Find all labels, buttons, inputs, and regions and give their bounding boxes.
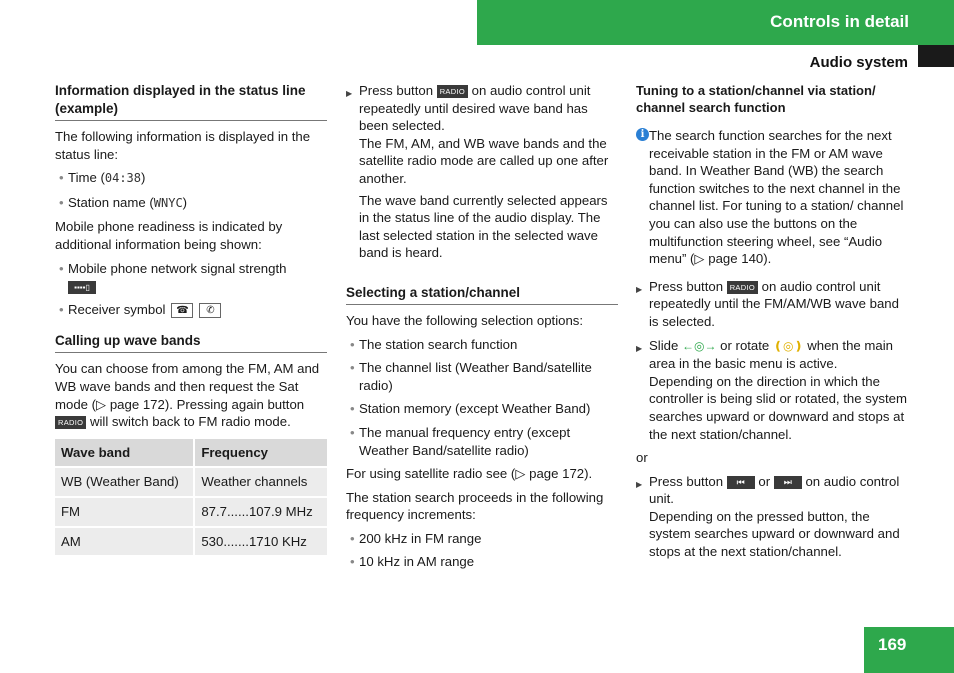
paragraph: You can choose from among the FM, AM and WB wave bands and then request the Sat mode (▷ page 172). Pressing again button RADIO will switch back to FM radio mode. — [55, 361, 320, 430]
instruction-step: ▶ Press button RADIO on audio control unit repeatedly until desired wave band has been selected. The FM, AM, and WB wave bands and the satellite radio mode are called up one after another. The wave band currently selected appears in the status line of the audio display. The last selected station in the selected wave band is heard. — [346, 82, 618, 262]
heading-tuning: Tuning to a station/channel via station/ channel search function — [636, 83, 876, 115]
paragraph: The following information is displayed in the status line: — [55, 129, 311, 162]
radio-button-icon: RADIO — [727, 281, 758, 294]
heading-selecting-station: Selecting a station/channel — [346, 284, 618, 305]
table-row: WB (Weather Band) Weather channels — [55, 468, 327, 496]
table-header: Frequency — [193, 439, 327, 467]
list-item: • 10 kHz in AM range — [346, 553, 618, 571]
radio-button-icon: RADIO — [437, 85, 468, 98]
paragraph: You have the following selection options: — [346, 312, 584, 328]
page-number-box — [864, 627, 954, 673]
thumb-tab — [918, 45, 954, 67]
table-row: FM 87.7......107.9 MHz — [55, 498, 327, 526]
instruction-step: ▶ Press button ⏮ or ⏭ on audio control unit. Depending on the pressed button, the system searches upward or downward and stops at the next station/channel. — [636, 473, 909, 561]
paragraph: or — [636, 450, 648, 466]
section-title: Controls in detail — [770, 12, 909, 31]
paragraph: Mobile phone readiness is indicated by additional information being shown: — [55, 219, 283, 252]
info-note: i The search function searches for the next receivable station in the FM or AM wave band. In Weather Band (WB) the search function switches to the next channel in the channel list. For tuning to a station/ channel you can also use the buttons on the multifunction steering wheel, see “Audio menu” (▷ page 140). — [636, 127, 909, 268]
paragraph: The station search proceeds in the following frequency increments: — [346, 489, 604, 523]
receiver-down-icon: ☎ — [171, 303, 193, 318]
page-number: 169 — [878, 635, 907, 654]
column-2 — [346, 82, 618, 577]
list-item: • The station search function — [346, 336, 618, 354]
list-item: • Receiver symbol ☎ ✆ — [55, 301, 327, 319]
paragraph: The wave band currently selected appears in the status line of the audio display. The last selected station in the selected wave band is heard. — [359, 192, 608, 261]
heading-wave-bands: Calling up wave bands — [55, 332, 327, 353]
rotate-controller-icon: ❪◎❫ — [772, 338, 804, 353]
heading-status-line: Information displayed in the status line (example) — [55, 82, 327, 121]
list-item: • 200 kHz in FM range — [346, 530, 618, 548]
instruction-step: ▶ Slide ←◎→ or rotate ❪◎❫ when the main area in the basic menu is active. Depending on the direction in which the controller is being slid or rotated, the system searches upward or downward and stops at the next station/channel. — [636, 337, 909, 444]
subsection-title: Audio system — [809, 54, 908, 71]
wave-band-table — [55, 437, 327, 557]
table-header: Wave band — [55, 439, 193, 467]
info-icon: i — [636, 128, 649, 141]
station-value: WNYC — [153, 195, 183, 210]
slide-controller-icon: ←◎→ — [682, 338, 717, 353]
column-3 — [636, 82, 909, 567]
list-item: • Station name (WNYC) — [55, 194, 327, 213]
receiver-up-icon: ✆ — [199, 303, 221, 318]
instruction-step: ▶ Press button RADIO on audio control unit repeatedly until the FM/AM/WB wave band is selected. — [636, 278, 909, 331]
list-item: • Time (04:38) — [55, 169, 327, 188]
paragraph: For using satellite radio see (▷ page 172). — [346, 466, 593, 482]
list-item: • Station memory (except Weather Band) — [346, 400, 618, 418]
list-item: • The channel list (Weather Band/satellite radio) — [346, 359, 618, 394]
previous-track-icon: ⏮ — [727, 476, 755, 489]
column-1 — [55, 82, 327, 557]
list-item: • The manual frequency entry (except Weather Band/satellite radio) — [346, 424, 618, 459]
radio-button-icon: RADIO — [55, 416, 86, 429]
table-row: AM 530.......1710 KHz — [55, 528, 327, 556]
signal-strength-icon: ▪▪▪▪▯ — [68, 281, 96, 294]
list-item: • Mobile phone network signal strength ▪▪▪▪▯ — [55, 260, 327, 295]
next-track-icon: ⏭ — [774, 476, 802, 489]
time-value: 04:38 — [104, 171, 141, 186]
